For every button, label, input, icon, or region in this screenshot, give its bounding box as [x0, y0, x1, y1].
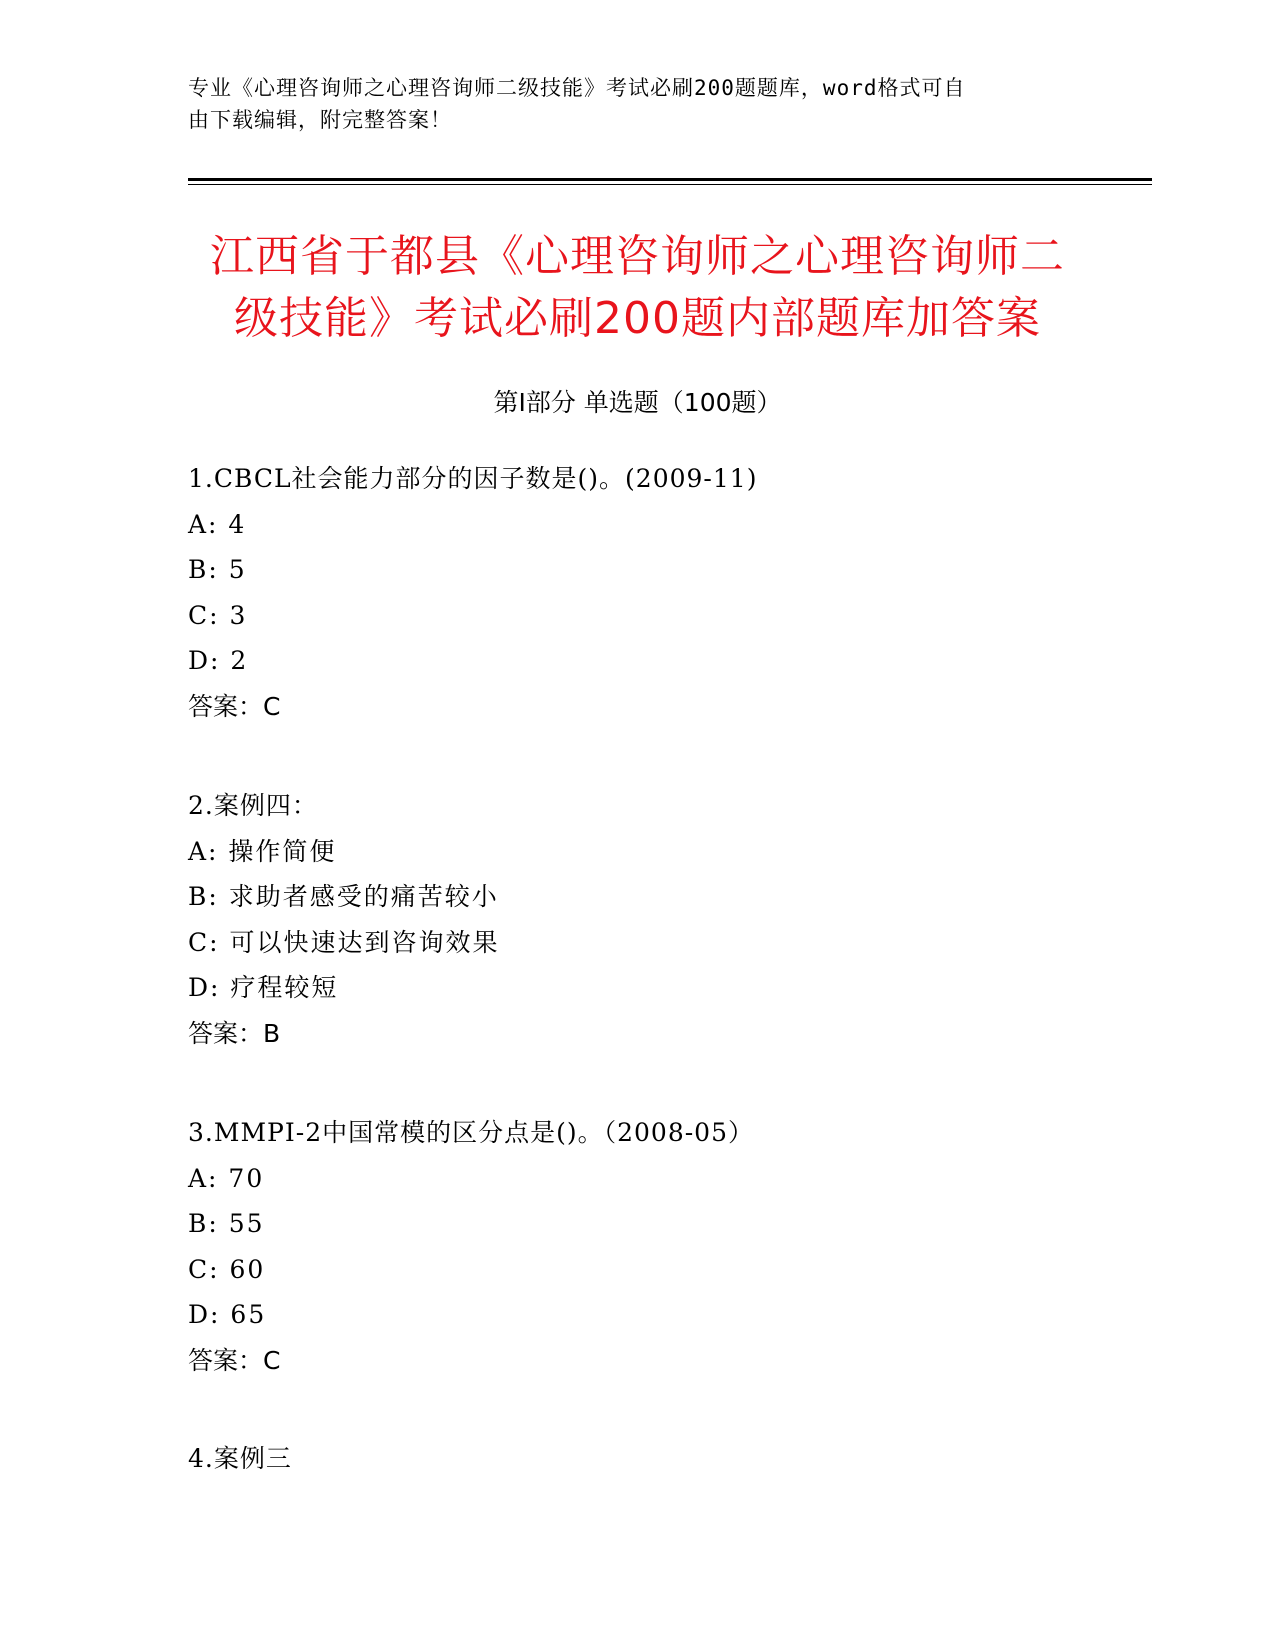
option-d: D: 65	[188, 1300, 267, 1329]
question-stem: 2.案例四：	[188, 791, 318, 820]
option-b: B: 求助者感受的痛苦较小	[188, 882, 499, 911]
document-title-line-2: 级技能》考试必刷200题内部题库加答案	[234, 293, 1041, 344]
option-c: C: 3	[188, 600, 248, 630]
question-stem: 1.CBCL社会能力部分的因子数是()。(2009-11)	[188, 464, 758, 493]
answer: 答案：C	[188, 691, 281, 721]
option-d: D: 2	[188, 646, 249, 675]
option-c: C: 可以快速达到咨询效果	[188, 927, 500, 957]
question-1	[188, 456, 1088, 729]
option-b: B: 55	[188, 1209, 265, 1238]
header-note-line-1: 专业《心理咨询师之心理咨询师二级技能》考试必刷200题题库，word格式可自	[188, 76, 966, 100]
document-title-line-1: 江西省于都县《心理咨询师之心理咨询师二	[210, 231, 1065, 282]
option-c: C: 60	[188, 1254, 266, 1284]
header-divider-thin	[188, 184, 1152, 185]
option-b: B: 5	[188, 555, 247, 584]
answer: 答案：B	[188, 1018, 281, 1048]
question-2	[188, 783, 1088, 1056]
question-stem: 4.案例三	[188, 1444, 292, 1473]
header-note-line-2: 由下载编辑，附完整答案！	[188, 108, 452, 132]
option-a: A: 操作简便	[188, 836, 337, 866]
question-3	[188, 1110, 1088, 1383]
option-a: A: 70	[188, 1163, 265, 1193]
option-d: D: 疗程较短	[188, 973, 339, 1002]
question-4	[188, 1436, 1088, 1482]
header-divider-thick	[188, 178, 1152, 181]
section-heading: 第Ⅰ部分 单选题（100题）	[493, 388, 782, 417]
question-stem: 3.MMPI-2中国常模的区分点是()。（2008-05）	[188, 1118, 754, 1147]
document-title	[160, 226, 1115, 350]
option-a: A: 4	[188, 509, 247, 539]
answer: 答案：C	[188, 1345, 281, 1375]
header-note	[188, 72, 1068, 136]
